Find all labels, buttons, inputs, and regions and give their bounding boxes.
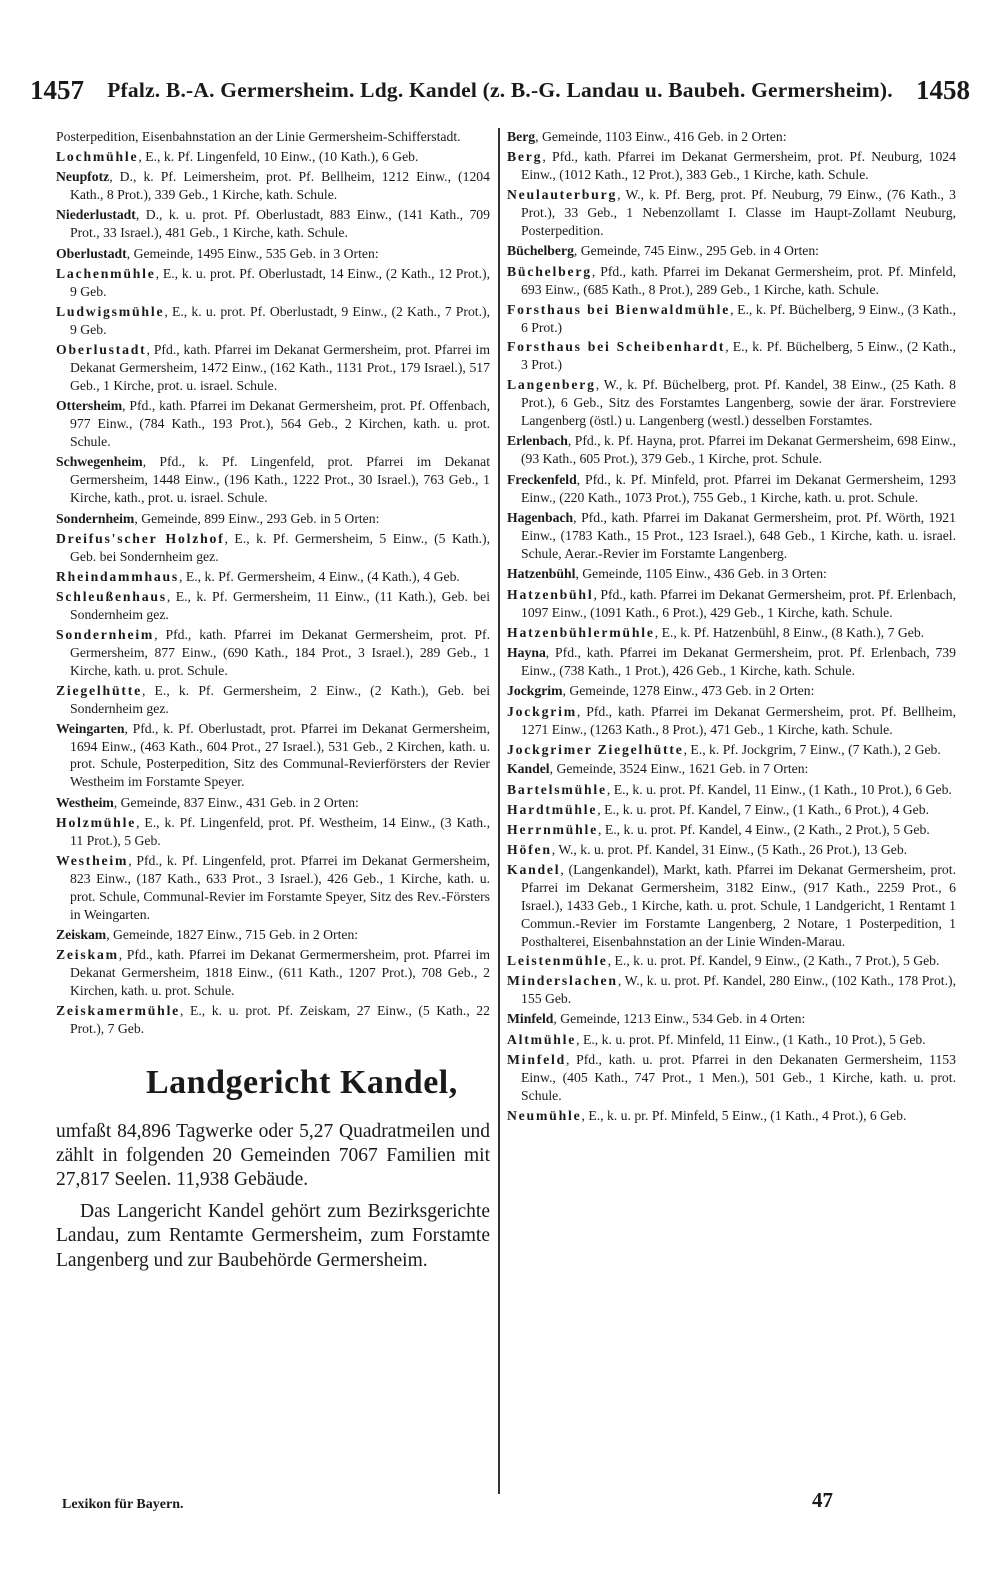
entry-headword: Ziegelhütte bbox=[56, 682, 142, 698]
entry-headword: Herrnmühle bbox=[507, 821, 598, 837]
gazetteer-subentry bbox=[507, 1031, 956, 1049]
gazetteer-entry bbox=[507, 242, 956, 260]
gazetteer-subentry bbox=[507, 972, 956, 1008]
entry-headword: Höfen bbox=[507, 841, 552, 857]
gazetteer-subentry bbox=[56, 1002, 490, 1038]
entry-text: , Gemeinde, 745 Einw., 295 Geb. in 4 Orten: bbox=[573, 243, 819, 259]
gazetteer-subentry bbox=[56, 128, 490, 146]
gazetteer-entry bbox=[507, 682, 956, 700]
gazetteer-subentry bbox=[56, 265, 490, 301]
gazetteer-subentry bbox=[507, 801, 956, 819]
entry-text: , E., k. u. prot. Pf. Kandel, 11 Einw., (1 Kath., 10 Prot.), 6 Geb. bbox=[606, 781, 952, 797]
entry-headword: Minfeld bbox=[507, 1051, 566, 1067]
entry-headword: Schwegenheim bbox=[56, 454, 143, 470]
entry-headword: Sondernheim bbox=[56, 626, 155, 642]
gazetteer-entry bbox=[56, 510, 490, 528]
entry-headword: Kandel bbox=[507, 761, 550, 777]
entry-headword: Forsthaus bei Bienwaldmühle bbox=[507, 301, 731, 317]
left-column bbox=[56, 128, 490, 1273]
entry-text: , E., k. u. prot. Pf. Zeiskam, 27 Einw., (5 Kath., 22 Prot.), 7 Geb. bbox=[70, 1003, 490, 1037]
entry-headword: Neumühle bbox=[507, 1107, 582, 1123]
entry-text: , E., k. Pf. Germersheim, 11 Einw., (11 Kath.), Geb. bei Sondernheim gez. bbox=[70, 588, 490, 622]
entry-headword: Freckenfeld bbox=[507, 471, 577, 487]
entry-headword: Langenberg bbox=[507, 377, 596, 393]
entry-text: , Gemeinde, 1495 Einw., 535 Geb. in 3 Orten: bbox=[126, 245, 379, 261]
entry-headword: Leistenmühle bbox=[507, 953, 608, 969]
entry-text: , D., k. u. prot. Pf. Oberlustadt, 883 Einw., (141 Kath., 709 Prot., 33 Israel.), 481 Geb., 1 Kirche, kath. Schule. bbox=[70, 207, 490, 241]
entry-text: , Pfd., kath. Pfarrei im Dakanat Germersheim, prot. Pf. Wörth, 1921 Einw., (1783 Kath., 15 Prot., 123 Israel.), 648 Geb., 1 Kirche, kath. u. israel. Schule, Aerar.-Revier im Forstamte Langenberg. bbox=[521, 510, 956, 561]
gazetteer-subentry bbox=[56, 588, 490, 624]
footer-publication: Lexikon für Bayern. bbox=[62, 1497, 184, 1512]
entry-headword: Kandel bbox=[507, 861, 561, 877]
entry-text: , Pfd., k. Pf. Oberlustadt, prot. Pfarrei im Dekanat Germersheim, 1694 Einw., (463 Kath., 604 Prot., 27 Israel.), 531 Geb., 2 Kirchen, kath. u. prot. Schule, Posterpedition, Sitz des Communal-Revierförsters der Revier Westheim im Forstamte Speyer. bbox=[70, 720, 490, 790]
entry-headword: Dreifus'scher Holzhof bbox=[56, 531, 225, 547]
entry-text: , Pfd., kath. Pfarrei im Dekanat Germermersheim, prot. Pfarrei im Dekanat Germersheim, 1818 Einw., (611 Kath., 1207 Prot.), 708 Geb., 2 Kirchen, kath. u. prot. Schule. bbox=[70, 947, 490, 999]
entry-headword: Hardtmühle bbox=[507, 801, 598, 817]
gazetteer-subentry bbox=[507, 586, 956, 622]
entry-headword: Weingarten bbox=[56, 720, 125, 736]
gazetteer-entry bbox=[507, 565, 956, 583]
entry-headword: Berg bbox=[507, 129, 536, 144]
entry-headword: Hagenbach bbox=[507, 510, 574, 526]
entry-text: , E., k. u. pr. Pf. Minfeld, 5 Einw., (1 Kath., 4 Prot.), 6 Geb. bbox=[581, 1107, 907, 1123]
entry-text: , E., k. Pf. Germersheim, 2 Einw., (2 Kath.), Geb. bei Sondernheim gez. bbox=[70, 682, 490, 716]
entry-text: , Pfd., k. Pf. Minfeld, prot. Pfarrei im Dekanat Germersheim, 1293 Einw., (220 Kath., 1073 Prot.), 755 Geb., 1 Kirche, kath. u. prot. Schule. bbox=[521, 471, 956, 505]
gazetteer-subentry bbox=[56, 530, 490, 566]
entry-text: , W., k. Pf. Büchelberg, prot. Pf. Kandel, 38 Einw., (25 Kath. 8 Prot.), 6 Geb., Sitz des Forstamtes Langenberg, sowie der ärar. Forstreviere Langenberg (östl.) u. Langenberg (westl.) desselben Forstamtes. bbox=[521, 377, 956, 429]
entry-text: , Gemeinde, 837 Einw., 431 Geb. in 2 Orten: bbox=[113, 794, 359, 810]
entry-headword: Ludwigsmühle bbox=[56, 304, 165, 320]
running-title: Pfalz. B.-A. Germersheim. Ldg. Kandel (z. B.-G. Landau u. Baubeh. Germersheim). bbox=[107, 77, 893, 102]
gazetteer-subentry bbox=[56, 148, 490, 166]
gazetteer-subentry bbox=[56, 852, 490, 924]
entry-headword: Westheim bbox=[56, 794, 114, 810]
entry-text: , Pfd., kath. Pfarrei im Dekanat Germersheim, prot. Pf. Erlenbach, 739 Einw., (738 Kath., 1 Prot.), 426 Geb., 1 Kirche, kath. Schule. bbox=[521, 644, 956, 678]
entry-text: , E., k. Pf. Büchelberg, 9 Einw., (3 Kath., 6 Prot.) bbox=[521, 301, 956, 335]
page-number-left: 1457 bbox=[30, 74, 84, 105]
gazetteer-subentry bbox=[507, 952, 956, 970]
entry-text: , E., k. Pf. Lingenfeld, prot. Pf. Westheim, 14 Einw., (3 Kath., 11 Prot.), 5 Geb. bbox=[70, 815, 490, 849]
left-entries bbox=[56, 128, 490, 1038]
entry-text: , Pfd., kath. Pfarrei im Dekanat Germersheim, prot. Pf. Offenbach, 977 Einw., (784 Kath., 193 Prot.), 564 Geb., 2 Kirchen, kath. u. prot. Schule. bbox=[70, 397, 490, 449]
landgericht-title: Landgericht Kandel, bbox=[146, 1064, 458, 1102]
entry-text: , E., k. u. prot. Pf. Kandel, 4 Einw., (2 Kath., 2 Prot.), 5 Geb. bbox=[598, 821, 930, 837]
entry-text: , Pfd., kath. Pfarrei im Dekanat Germersheim, prot. Pf. Bellheim, 1271 Einw., (1263 Kath., 8 Prot.), 471 Geb., 1 Kirche, kath. Schule. bbox=[521, 703, 956, 737]
entry-text: Posterpedition, Eisenbahnstation an der Linie Germersheim-Schifferstadt. bbox=[56, 129, 461, 144]
entry-headword: Altmühle bbox=[507, 1031, 577, 1047]
entry-headword: Minfeld bbox=[507, 1011, 554, 1027]
entry-headword: Schleußenhaus bbox=[56, 588, 167, 604]
gazetteer-subentry bbox=[56, 682, 490, 718]
entry-headword: Neulauterburg bbox=[507, 187, 618, 203]
entry-text: , E., k. Pf. Hatzenbühl, 8 Einw., (8 Kath.), 7 Geb. bbox=[654, 624, 925, 640]
page-number-right: 1458 bbox=[916, 74, 970, 105]
gazetteer-subentry bbox=[507, 821, 956, 839]
gazetteer-entry bbox=[56, 168, 490, 204]
entry-headword: Neupfotz bbox=[56, 168, 110, 184]
gazetteer-entry bbox=[56, 794, 490, 812]
footer-signature: 47 bbox=[812, 1488, 833, 1512]
entry-text: , W., k. Pf. Berg, prot. Pf. Neuburg, 79 Einw., (76 Kath., 3 Prot.), 33 Geb., 1 Nebenzollamt I. Classe im Haupt-Zollamt Neuburg, Posterpedition. bbox=[521, 187, 956, 239]
entry-headword: Sondernheim bbox=[56, 510, 135, 526]
gazetteer-entry bbox=[56, 397, 490, 451]
entry-text: , Pfd., k. Pf. Hayna, prot. Pfarrei im Dekanat Germersheim, 698 Einw., (93 Kath., 605 Prot.), 379 Geb., 1 Kirche, prot. Schule. bbox=[521, 433, 956, 467]
gazetteer-subentry bbox=[507, 624, 956, 642]
entry-headword: Ottersheim bbox=[56, 397, 123, 413]
entry-text: , E., k. Pf. Germersheim, 4 Einw., (4 Kath.), 4 Geb. bbox=[179, 568, 460, 584]
entry-text: , Pfd., kath. Pfarrei im Dekanat Germersheim, prot. Pf. Erlenbach, 1097 Einw., (1091 Kath., 6 Prot.), 429 Geb., 1 Kirche, kath. Schule. bbox=[521, 586, 956, 620]
entry-text: , Gemeinde, 1105 Einw., 436 Geb. in 3 Orten: bbox=[575, 566, 827, 582]
entry-headword: Zeiskam bbox=[56, 947, 119, 963]
gazetteer-entry bbox=[507, 432, 956, 468]
gazetteer-subentry bbox=[507, 741, 956, 759]
entry-headword: Hayna bbox=[507, 644, 546, 660]
gazetteer-entry bbox=[507, 128, 956, 146]
entry-text: , Gemeinde, 3524 Einw., 1621 Geb. in 7 Orten: bbox=[549, 761, 809, 777]
entry-headword: Hatzenbühl bbox=[507, 586, 594, 602]
landgericht-summary: umfaßt 84,896 Tagwerke oder 5,27 Quadratmeilen und zählt in folgenden 20 Gemeinden 7067 Familien mit 27,817 Seelen. 11,938 Gebäude. bbox=[56, 1121, 490, 1191]
entry-text: , Pfd., k. Pf. Lingenfeld, prot. Pfarrei im Dekanat Germersheim, 823 Einw., (187 Kath., 633 Prot., 3 Israel.), 426 Geb., 1 Kirche, kath. u. prot. Schule, Communal-Revier im Forstamte Speyer, Sitz des Rev.-Försters in Weingarten. bbox=[70, 853, 490, 923]
gazetteer-entry bbox=[56, 926, 490, 944]
entry-text: , E., k. u. prot. Pf. Oberlustadt, 9 Einw., (2 Kath., 7 Prot.), 9 Geb. bbox=[70, 304, 490, 338]
entry-text: , E., k. Pf. Lingenfeld, 10 Einw., (10 Kath.), 6 Geb. bbox=[138, 148, 419, 164]
page-header bbox=[30, 68, 970, 112]
gazetteer-entry bbox=[56, 453, 490, 507]
entry-headword: Jockgrimer Ziegelhütte bbox=[507, 741, 684, 757]
entry-headword: Erlenbach bbox=[507, 433, 568, 449]
gazetteer-subentry bbox=[56, 568, 490, 586]
entry-headword: Niederlustadt bbox=[56, 207, 136, 223]
gazetteer-subentry bbox=[507, 781, 956, 799]
entry-headword: Hatzenbühl bbox=[507, 566, 576, 582]
entry-text: , Pfd., kath. Pfarrei im Dekanat Germersheim, prot. Pfarrei im Dekanat Germersheim, 1472 Einw., (162 Kath., 1131 Prot., 179 Israel.), 517 Geb., 1 Kirche, prot. u. israel. Schule. bbox=[70, 341, 490, 393]
gazetteer-entry bbox=[56, 720, 490, 792]
entry-text: , Gemeinde, 1103 Einw., 416 Geb. in 2 Orten: bbox=[535, 129, 787, 144]
entry-text: , Gemeinde, 1213 Einw., 534 Geb. in 4 Orten: bbox=[553, 1011, 806, 1027]
entry-headword: Zeiskam bbox=[56, 927, 107, 943]
gazetteer-entry bbox=[507, 471, 956, 507]
gazetteer-subentry bbox=[56, 946, 490, 1000]
entry-headword: Büchelberg bbox=[507, 243, 574, 259]
entry-text: , W., k. u. prot. Pf. Kandel, 31 Einw., (5 Kath., 26 Prot.), 13 Geb. bbox=[551, 841, 908, 857]
entry-headword: Lachenmühle bbox=[56, 266, 156, 282]
entry-headword: Lochmühle bbox=[56, 148, 139, 164]
gazetteer-subentry bbox=[507, 338, 956, 374]
right-column bbox=[507, 128, 956, 1127]
entry-text: , E., k. Pf. Büchelberg, 5 Einw., (2 Kath., 3 Prot.) bbox=[521, 339, 956, 373]
gazetteer-subentry bbox=[507, 1051, 956, 1105]
entry-text: , Pfd., kath. Pfarrei im Dekanat Germersheim, prot. Pf. Minfeld, 693 Einw., (685 Kath., 8 Prot.), 289 Geb., 1 Kirche, kath. Schule. bbox=[521, 263, 956, 297]
entry-headword: Bartelsmühle bbox=[507, 781, 607, 797]
entry-text: , E., k. u. prot. Pf. Kandel, 9 Einw., (2 Kath., 7 Prot.), 5 Geb. bbox=[607, 953, 940, 969]
gazetteer-subentry bbox=[507, 263, 956, 299]
entry-text: , W., k. u. prot. Pf. Kandel, 280 Einw., (102 Kath., 178 Prot.), 155 Geb. bbox=[521, 973, 956, 1007]
entry-text: , E., k. u. prot. Pf. Oberlustadt, 14 Einw., (2 Kath., 12 Prot.), 9 Geb. bbox=[70, 266, 490, 300]
gazetteer-subentry bbox=[507, 861, 956, 951]
gazetteer-subentry bbox=[507, 376, 956, 430]
entry-text: , Gemeinde, 1827 Einw., 715 Geb. in 2 Orten: bbox=[106, 927, 359, 943]
right-entries bbox=[507, 128, 956, 1125]
entry-headword: Forsthaus bei Scheibenhardt bbox=[507, 339, 726, 355]
gazetteer-entry bbox=[56, 245, 490, 263]
gazetteer-subentry bbox=[507, 186, 956, 240]
entry-headword: Oberlustadt bbox=[56, 341, 147, 357]
entry-text: , Gemeinde, 899 Einw., 293 Geb. in 5 Orten: bbox=[134, 510, 380, 526]
entry-headword: Jockgrim bbox=[507, 683, 563, 699]
entry-text: , E., k. Pf. Jockgrim, 7 Einw., (7 Kath.), 2 Geb. bbox=[683, 741, 941, 757]
gazetteer-subentry bbox=[507, 1107, 956, 1125]
entry-text: , Pfd., kath. Pfarrei im Dekanat Germersheim, prot. Pf. Germersheim, 877 Einw., (690 Kath., 184 Prot., 3 Israel.), 289 Geb., 1 Kirche, kath. u. prot. Schule. bbox=[70, 626, 490, 678]
entry-headword: Büchelberg bbox=[507, 263, 592, 279]
entry-text: , Pfd., kath. u. prot. Pfarrei in den Dekanaten Germersheim, 1153 Einw., (405 Kath., 747 Prot., 1 Men.), 501 Geb., 1 Kirche, kath. u. prot. Schule. bbox=[521, 1051, 956, 1103]
gazetteer-subentry bbox=[56, 626, 490, 680]
gazetteer-subentry bbox=[56, 814, 490, 850]
gazetteer-entry bbox=[56, 206, 490, 242]
entry-text: , E., k. u. prot. Pf. Minfeld, 11 Einw., (1 Kath., 10 Prot.), 5 Geb. bbox=[576, 1031, 926, 1047]
gazetteer-subentry bbox=[56, 303, 490, 339]
gazetteer-entry bbox=[507, 644, 956, 680]
entry-headword: Holzmühle bbox=[56, 815, 137, 831]
entry-text: , E., k. Pf. Germersheim, 5 Einw., (5 Kath.), Geb. bei Sondernheim gez. bbox=[70, 531, 490, 564]
gazetteer-entry bbox=[507, 760, 956, 778]
entry-headword: Oberlustadt bbox=[56, 245, 127, 261]
column-divider bbox=[498, 128, 500, 1494]
entry-headword: Zeiskamermühle bbox=[56, 1003, 181, 1019]
entry-text: , D., k. Pf. Leimersheim, prot. Pf. Bellheim, 1212 Einw., (1204 Kath., 8 Prot.), 339 Geb., 1 Kirche, kath. Schule. bbox=[70, 168, 490, 202]
entry-headword: Westheim bbox=[56, 853, 129, 869]
entry-headword: Jockgrim bbox=[507, 703, 577, 719]
entry-text: , Pfd., kath. Pfarrei im Dekanat Germersheim, prot. Pf. Neuburg, 1024 Einw., (1012 Kath., 12 Prot.), 383 Geb., 1 Kirche, kath. Schule. bbox=[521, 149, 956, 183]
entry-text: , E., k. u. prot. Pf. Kandel, 7 Einw., (1 Kath., 6 Prot.), 4 Geb. bbox=[597, 801, 929, 817]
entry-text: , Pfd., k. Pf. Lingenfeld, prot. Pfarrei im Dekanat Germersheim, 1448 Einw., (196 Kath., 1222 Prot., 30 Israel.), 763 Geb., 1 Kirche, kath., prot. u. israel. Schule. bbox=[70, 454, 490, 506]
entry-text: , Gemeinde, 1278 Einw., 473 Geb. in 2 Orten: bbox=[562, 683, 815, 699]
gazetteer-entry bbox=[507, 509, 956, 563]
gazetteer-subentry bbox=[507, 703, 956, 739]
gazetteer-subentry bbox=[507, 301, 956, 337]
entry-headword: Rheindammhaus bbox=[56, 568, 180, 584]
landgericht-paragraph: Das Langericht Kandel gehört zum Bezirksgerichte Landau, zum Rentamte Germersheim, zum Forstamte Langenberg und zur Baubehörde Germersheim. bbox=[56, 1200, 490, 1271]
gazetteer-entry bbox=[507, 1010, 956, 1028]
entry-text: , (Langenkandel), Markt, kath. Pfarrei im Dekanat Germersheim, prot. Pfarrei im Dekanat Germersheim, 3182 Einw., (917 Kath., 2259 Prot., 6 Israel.), 1433 Geb., 1 Kirche, kath. u. prot. Schule, 1 Landgericht, 1 Rentamt 1 Commun.-Revier im Forstamte Langenberg, 2 Notare, 1 Posterpedition, 1 Posthalterei, Eisenbahnstation an der Linie Winden-Marau. bbox=[521, 861, 956, 949]
entry-headword: Berg bbox=[507, 149, 543, 165]
entry-headword: Minderslachen bbox=[507, 973, 618, 989]
entry-headword: Hatzenbühlermühle bbox=[507, 624, 655, 640]
gazetteer-subentry bbox=[507, 841, 956, 859]
gazetteer-subentry bbox=[56, 341, 490, 395]
gazetteer-subentry bbox=[507, 148, 956, 184]
